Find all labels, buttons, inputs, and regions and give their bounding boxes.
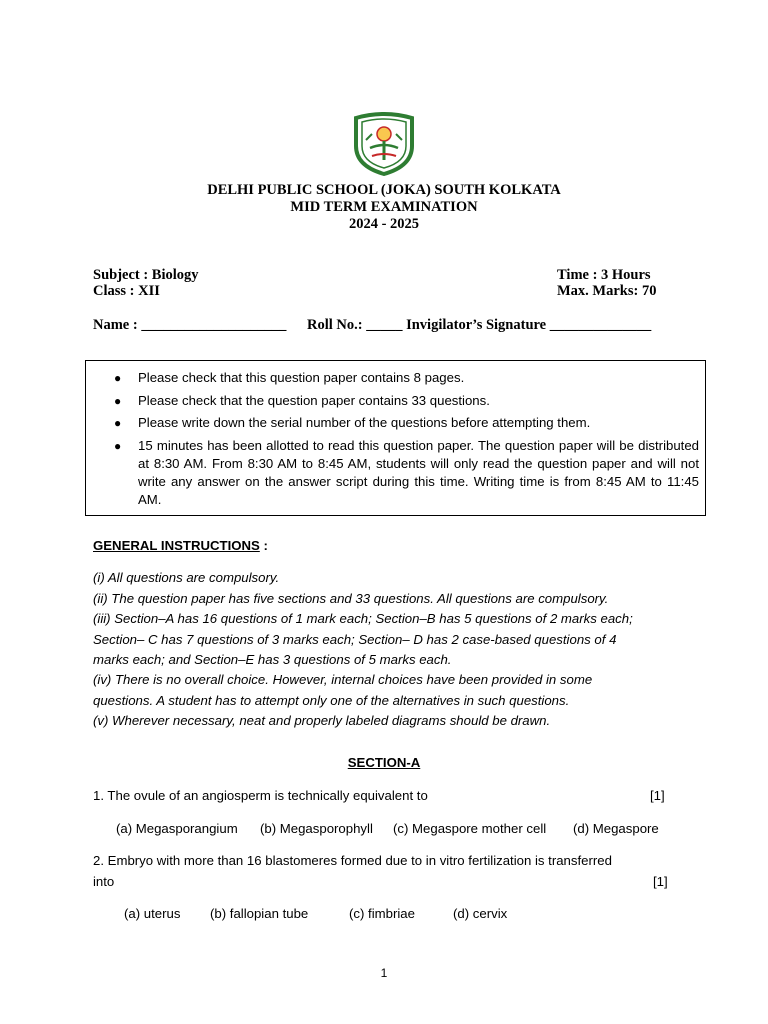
section-a-heading: SECTION-A [347,755,421,770]
question-2-marks: [1] [653,874,668,889]
page-number: 1 [380,966,388,980]
q2-option-c: (c) fimbriae [349,906,415,921]
time-label: Time : 3 Hours [557,267,651,283]
class-label: Class : XII [93,283,160,299]
general-instruction-line: questions. A student has to attempt only one of the alternatives in such questions. [93,693,570,708]
name-field: Name : ____________________ [93,317,287,333]
question-2: 2. Embryo with more than 16 blastomeres formed due to in vitro fertilization is transferred [93,853,612,868]
max-marks-label: Max. Marks: 70 [557,283,657,299]
instruction-box [85,360,706,516]
q2-option-a: (a) uterus [124,906,181,921]
instruction-item: ● Please write down the serial number of the questions before attempting them. [114,415,591,430]
instruction-item: ● Please check that this question paper contains 8 pages. [114,370,465,385]
general-instruction-line: (ii) The question paper has five sections and 33 questions. All questions are compulsory. [93,591,609,606]
q1-option-c: (c) Megaspore mother cell [393,821,547,836]
academic-year: 2024 - 2025 [348,216,420,232]
subject-label: Subject : Biology [93,267,199,283]
general-instruction-line: (i) All questions are compulsory. [93,570,280,585]
q1-option-b: (b) Megasporophyll [260,821,373,836]
q2-option-b: (b) fallopian tube [210,906,309,921]
general-instructions-heading: GENERAL INSTRUCTIONS : [93,538,268,553]
school-crest-icon [350,112,418,176]
question-1: 1. The ovule of an angiosperm is technically equivalent to [93,788,428,803]
general-instruction-line: (v) Wherever necessary, neat and properly labeled diagrams should be drawn. [93,713,551,728]
general-instruction-line: (iv) There is no overall choice. However, internal choices have been provided in some [93,672,593,687]
q1-option-d: (d) Megaspore [573,821,659,836]
question-1-marks: [1] [650,788,665,803]
instruction-item: ● Please check that the question paper contains 33 questions. [114,392,490,408]
roll-signature-field: Roll No.: _____ Invigilator’s Signature ______________ [307,317,652,333]
general-instruction-line: Section– C has 7 questions of 3 marks each; Section– D has 2 case-based questions of 4 [93,632,617,647]
general-instruction-line: (iii) Section–A has 16 questions of 1 mark each; Section–B has 5 questions of 2 marks each; [93,611,633,626]
question-2-cont: into [93,874,115,889]
school-name: DELHI PUBLIC SCHOOL (JOKA) SOUTH KOLKATA [207,182,561,198]
general-instruction-line: marks each; and Section–E has 3 questions of 5 marks each. [93,652,452,667]
instruction-item: ● 15 minutes has been allotted to read this question paper. The question paper will be distributed at 8:30 AM. From 8:30 AM to 8:45 AM, students will only read the question paper and will not write any answer on the answer script during this time. Writing time is from 8:45 AM to 11:45 AM. [114,437,699,507]
exam-title: MID TERM EXAMINATION [290,199,478,215]
q2-option-d: (d) cervix [453,906,508,921]
q1-option-a: (a) Megasporangium [116,821,238,836]
